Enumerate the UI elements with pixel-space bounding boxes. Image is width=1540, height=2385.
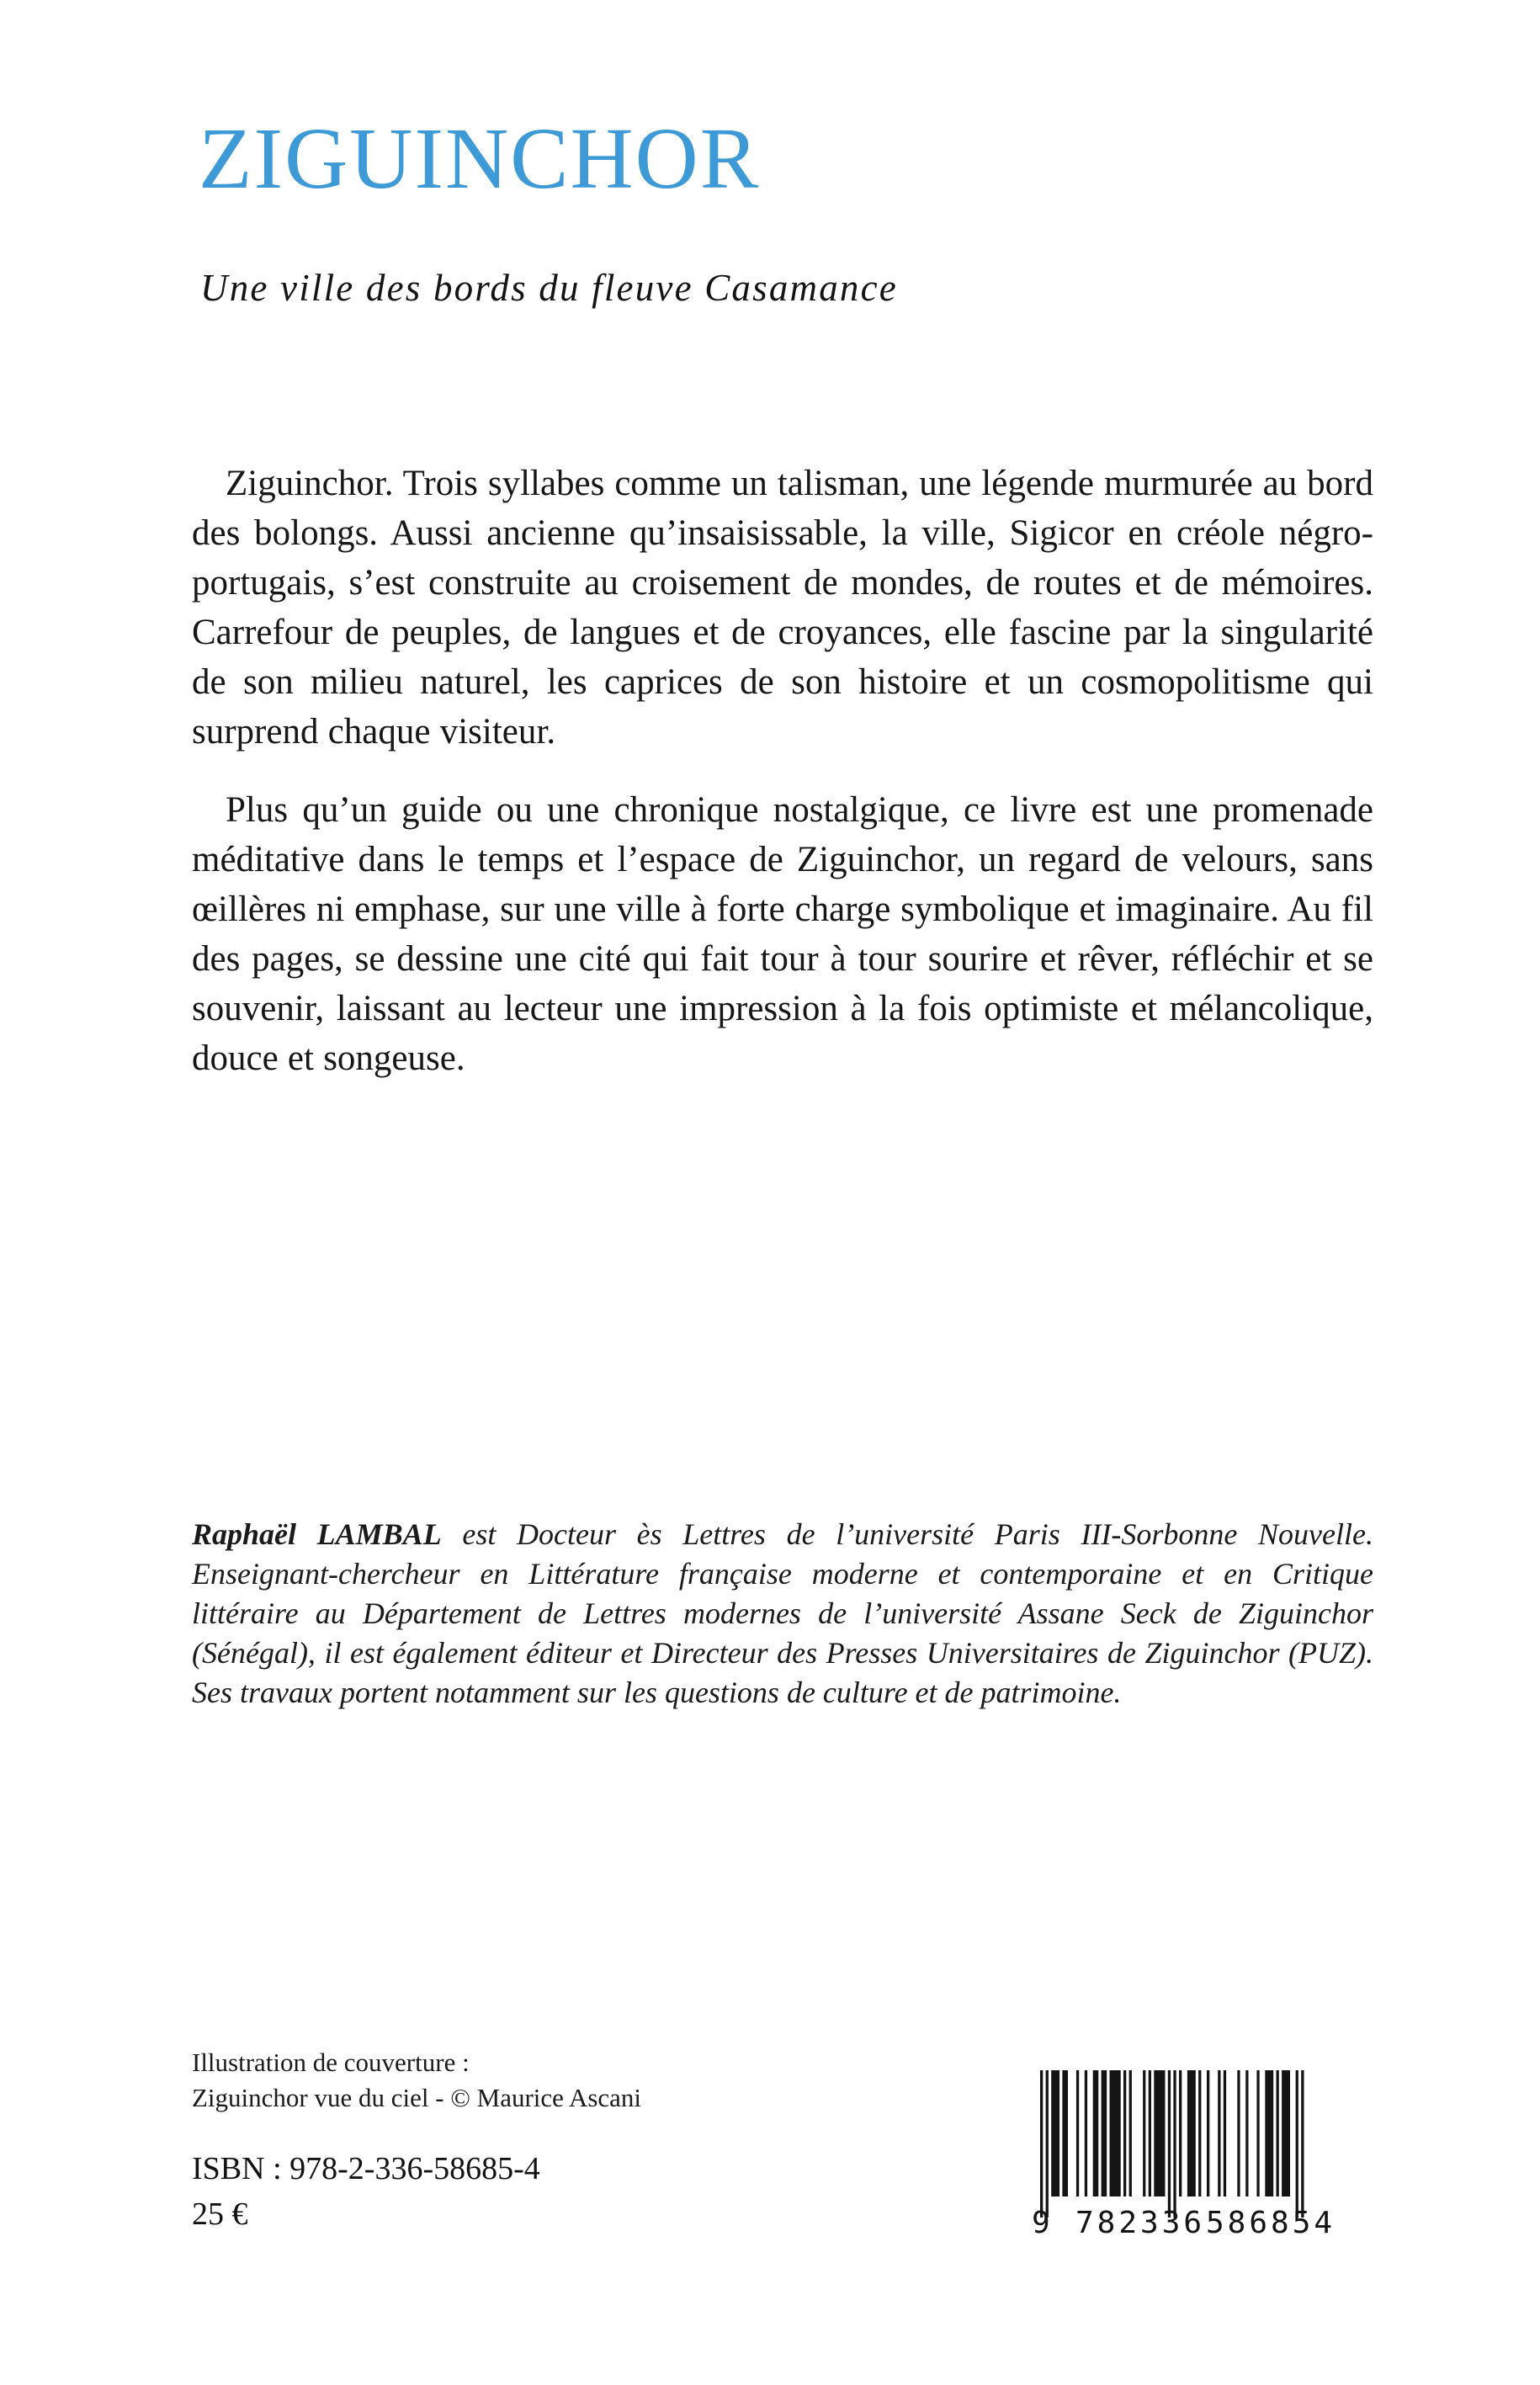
isbn-text: ISBN : 978-2-336-58685-4 bbox=[192, 2151, 540, 2186]
author-bio-section bbox=[192, 1515, 1373, 1713]
barcode-lead-digit: 9 bbox=[1032, 2206, 1050, 2240]
page-subtitle: Une ville des bords du fleuve Casamance bbox=[200, 267, 898, 309]
price-text: 25 € bbox=[192, 2196, 248, 2232]
blurb-section bbox=[192, 459, 1373, 1083]
barcode-svg bbox=[1025, 2060, 1338, 2245]
blurb-paragraph: Plus qu’un guide ou une chronique nostalgique, ce livre est une promenade méditative dans le temps et l’espace de Ziguinchor, un regard de velours, sans œillères ni emphase, sur une ville à forte charge symbolique et imaginaire. Au fil des pages, se dessine une cité qui fait tour à tour sourire et rêver, réfléchir et se souvenir, laissant au lecteur une impression à la fois optimiste et mélancolique, douce et songeuse. bbox=[192, 790, 1373, 1078]
author-bio-text: est Docteur ès Lettres de l’université Paris III-Sorbonne Nouvelle. Enseignant-chercheur en Littérature française moderne et contemporaine et en Critique littéraire au Département de Lettres modernes de l’université Assane Seck de Ziguinchor (Sénégal), il est également éditeur et Directeur des Presses Universitaires de Ziguinchor (PUZ). Ses travaux portent notamment sur les questions de culture et de patrimoine. bbox=[192, 1517, 1373, 1709]
page-title: ZIGUINCHOR bbox=[199, 110, 761, 207]
barcode-left-group: 782336 bbox=[1075, 2206, 1206, 2240]
barcode bbox=[1025, 2060, 1338, 2245]
footer-section bbox=[192, 2045, 865, 2237]
blurb-paragraph: Ziguinchor. Trois syllabes comme un talisman, une légende murmurée au bord des bolongs. Aussi ancienne qu’insaisissable, la ville, Sigicor en créole négro-portugais, s’est construite au croisement de mondes, de routes et de mémoires. Carrefour de peuples, de langues et de croyances, elle fascine par la singularité de son milieu naturel, les caprices de son histoire et un cosmopolitisme qui surprend chaque visiteur. bbox=[192, 464, 1373, 752]
illustration-credit: Ziguinchor vue du ciel - © Maurice Ascani bbox=[192, 2083, 642, 2112]
author-name: Raphaël LAMBAL bbox=[192, 1517, 442, 1551]
barcode-right-group: 586854 bbox=[1206, 2206, 1336, 2240]
illustration-label: Illustration de couverture : bbox=[192, 2048, 470, 2077]
author-bio bbox=[192, 1515, 1373, 1713]
